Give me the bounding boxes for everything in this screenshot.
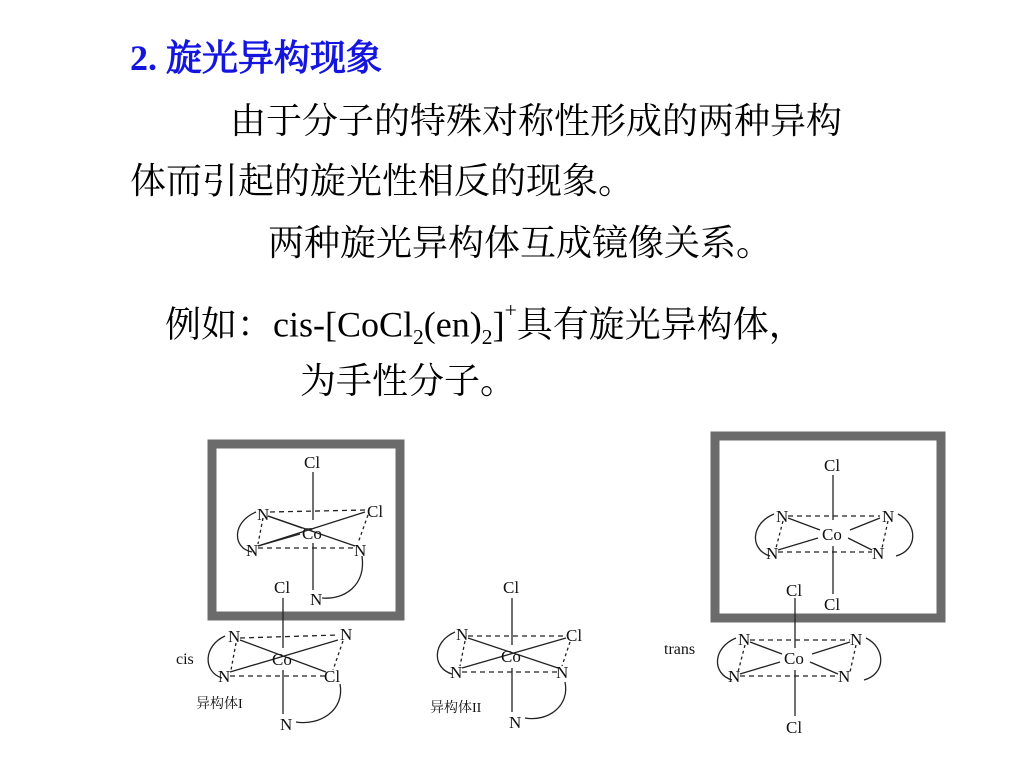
slide-title: 2. 旋光异构现象	[130, 38, 383, 78]
paragraph-definition-line2: 体而引起的旋光性相反的现象。	[130, 161, 635, 201]
atom-co: Co	[501, 647, 521, 666]
atom-n: N	[738, 630, 751, 649]
atom-n: N	[776, 507, 789, 526]
atom-cl: Cl	[503, 578, 520, 597]
atom-n: N	[509, 713, 522, 732]
atom-cl: Cl	[367, 502, 384, 521]
atom-n: N	[766, 544, 779, 563]
example-en: (en)	[423, 304, 482, 345]
paragraph-chiral: 为手性分子。	[300, 361, 517, 401]
atom-n: N	[838, 667, 851, 686]
atom-cl: Cl	[304, 453, 321, 472]
atom-n: N	[450, 663, 463, 682]
example-prefix: 例如：cis-[CoCl	[165, 304, 413, 345]
atom-n: N	[354, 541, 367, 560]
atom-cl: Cl	[824, 595, 841, 614]
atom-n: N	[310, 590, 323, 609]
atom-n: N	[280, 715, 293, 734]
label-trans: trans	[664, 641, 696, 658]
atom-cl: Cl	[274, 578, 291, 597]
atom-cl: Cl	[324, 667, 341, 686]
example-suffix: 具有旋光异构体，	[516, 304, 805, 345]
example-bracket: ]	[492, 304, 505, 345]
paragraph-mirror: 两种旋光异构体互成镜像关系。	[268, 223, 773, 263]
atom-n: N	[872, 544, 885, 563]
label-isomer-2: 异构体II	[430, 701, 482, 716]
atom-n: N	[882, 507, 895, 526]
label-cis: cis	[176, 651, 194, 668]
atom-cl: Cl	[786, 581, 803, 600]
atom-n: N	[556, 663, 569, 682]
atom-n: N	[850, 630, 863, 649]
atom-n: N	[218, 667, 231, 686]
example-charge: +	[504, 298, 517, 322]
example-sub-en: 2	[481, 324, 493, 349]
example-sub-cl: 2	[413, 324, 424, 349]
atom-cl: Cl	[786, 718, 803, 737]
atom-cl: Cl	[566, 626, 583, 645]
label-isomer-1: 异构体I	[196, 697, 243, 712]
atom-co: Co	[302, 524, 322, 543]
atom-n: N	[728, 667, 741, 686]
atom-n: N	[340, 625, 353, 644]
atom-n: N	[246, 541, 259, 560]
atom-n: N	[456, 625, 469, 644]
atom-co: Co	[822, 525, 842, 544]
atom-n: N	[257, 505, 270, 524]
atom-co: Co	[272, 650, 292, 669]
atom-cl: Cl	[824, 456, 841, 475]
paragraph-definition-line1: 由于分子的特殊对称性形成的两种异构	[230, 101, 843, 141]
atom-co: Co	[784, 649, 804, 668]
atom-n: N	[228, 627, 241, 646]
